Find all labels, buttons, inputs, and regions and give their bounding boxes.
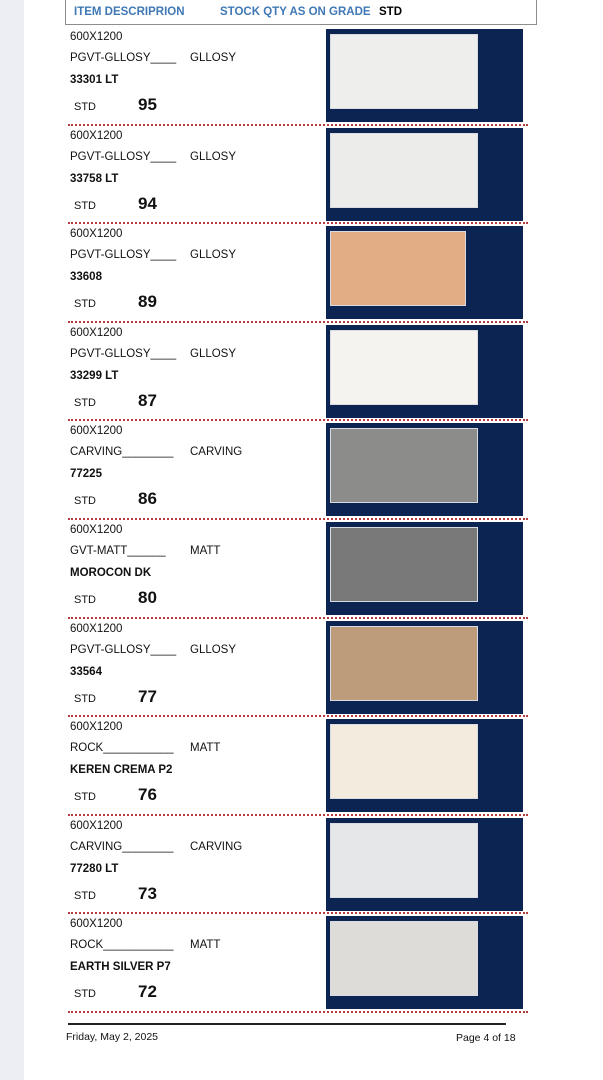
list-item [68, 224, 528, 323]
item-qty: 89 [138, 292, 157, 312]
tile-image-frame [326, 916, 523, 1009]
item-type: CARVING________ [70, 446, 174, 459]
list-item [68, 126, 528, 225]
item-grade: STD [74, 199, 96, 212]
tile-image-frame [326, 818, 523, 911]
item-finish: MATT [190, 545, 221, 557]
list-item [68, 914, 528, 1013]
item-qty: 77 [138, 686, 157, 706]
list-item [68, 323, 528, 422]
item-size: 600X1200 [70, 326, 123, 339]
item-type: PGVT-GLLOSY____ [70, 347, 177, 360]
item-qty: 73 [138, 883, 157, 903]
item-qty: 72 [138, 982, 157, 1002]
tile-image [330, 724, 478, 799]
item-finish: GLLOSY [190, 150, 237, 163]
item-description-header: ITEM DESCRIPRION [74, 6, 185, 18]
item-size: 600X1200 [70, 819, 123, 832]
item-code: MOROCON DK [70, 567, 152, 579]
tile-image-frame [326, 29, 523, 122]
item-size: 600X1200 [70, 228, 123, 241]
item-finish: CARVING [190, 840, 243, 853]
tile-image-frame [326, 719, 523, 812]
tile-image [330, 231, 466, 306]
item-finish: MATT [190, 939, 221, 952]
item-code: 33564 [70, 665, 102, 678]
tile-image-frame [326, 423, 523, 516]
item-type: PGVT-GLLOSY____ [70, 150, 177, 163]
item-code: 33301 LT [70, 74, 119, 86]
item-qty: 86 [138, 489, 157, 509]
item-grade: STD [74, 791, 96, 804]
item-size: 600X1200 [70, 918, 123, 931]
item-type: PGVT-GLLOSY____ [70, 643, 177, 656]
item-finish: GLLOSY [190, 52, 237, 64]
item-code: KEREN CREMA P2 [70, 764, 173, 777]
item-size: 600X1200 [70, 31, 123, 43]
tile-image [330, 330, 478, 405]
item-code: 77225 [70, 468, 102, 481]
item-size: 600X1200 [70, 622, 123, 635]
tile-image-frame [326, 128, 523, 221]
item-grade: STD [74, 988, 96, 1001]
item-type: PGVT-GLLOSY____ [70, 249, 177, 262]
item-type: PGVT-GLLOSY____ [70, 52, 177, 64]
item-code: 77280 LT [70, 862, 119, 875]
item-type: ROCK___________ [70, 939, 174, 952]
list-item [68, 717, 528, 816]
list-item [68, 421, 528, 520]
item-qty: 80 [138, 588, 157, 607]
item-type: CARVING________ [70, 840, 174, 853]
item-size: 600X1200 [70, 129, 123, 142]
item-grade: STD [74, 594, 96, 606]
item-code: 33299 LT [70, 369, 119, 382]
item-code: EARTH SILVER P7 [70, 961, 171, 974]
tile-image-frame [326, 325, 523, 418]
tile-image-frame [326, 226, 523, 319]
item-grade: STD [74, 298, 96, 311]
tile-image [330, 133, 478, 208]
item-size: 600X1200 [70, 524, 123, 536]
item-type: GVT-MATT______ [70, 545, 166, 557]
tile-image-frame [326, 522, 523, 615]
item-code: 33608 [70, 271, 102, 284]
item-qty: 76 [138, 785, 157, 805]
item-size: 600X1200 [70, 721, 123, 734]
item-grade: STD [74, 889, 96, 902]
item-finish: CARVING [190, 446, 243, 459]
tile-image [330, 34, 478, 109]
tile-image [330, 823, 478, 898]
tile-image [330, 626, 478, 701]
footer-page-number: Page 4 of 18 [456, 1032, 516, 1044]
tile-image [330, 921, 478, 996]
list-item [68, 816, 528, 915]
tile-image [330, 428, 478, 503]
item-grade: STD [74, 396, 96, 409]
list-item [68, 619, 528, 718]
tile-image-frame [326, 621, 523, 714]
item-grade: STD [74, 101, 96, 113]
item-code: 33758 LT [70, 172, 119, 185]
table-header [65, 0, 537, 25]
stock-qty-header: STOCK QTY AS ON GRADE [220, 6, 371, 18]
item-finish: GLLOSY [190, 643, 237, 656]
list-item [68, 27, 528, 126]
list-item [68, 520, 528, 619]
footer-date: Friday, May 2, 2025 [66, 1031, 159, 1043]
item-type: ROCK___________ [70, 742, 174, 755]
item-finish: GLLOSY [190, 347, 237, 360]
document-page [24, 0, 603, 1080]
item-qty: 94 [138, 193, 157, 213]
grade-header: STD [379, 6, 402, 18]
item-grade: STD [74, 495, 96, 508]
item-finish: GLLOSY [190, 249, 237, 262]
tile-image [330, 527, 478, 602]
footer-divider [68, 1023, 506, 1025]
item-qty: 95 [138, 95, 157, 114]
item-qty: 87 [138, 390, 157, 410]
item-size: 600X1200 [70, 425, 123, 438]
item-finish: MATT [190, 742, 221, 755]
item-grade: STD [74, 692, 96, 705]
